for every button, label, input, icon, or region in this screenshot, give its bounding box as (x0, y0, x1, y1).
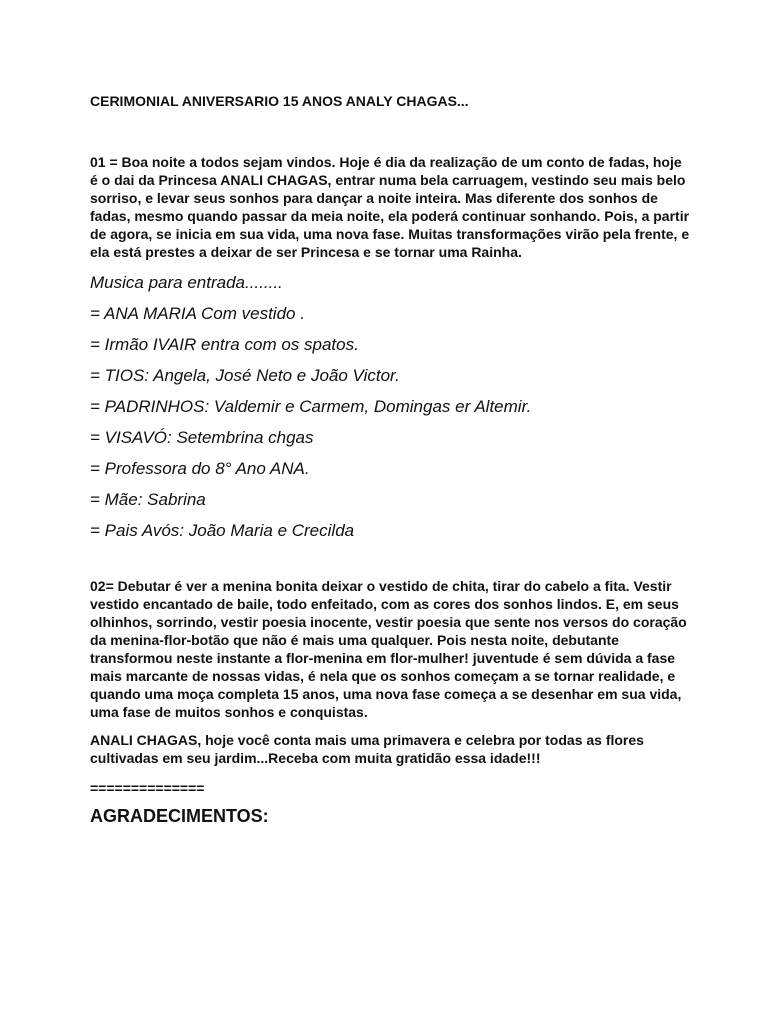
heading-agradecimentos: AGRADECIMENTOS: (90, 806, 269, 826)
entrance-list-item: = Professora do 8° Ano ANA. (90, 459, 310, 478)
entrance-list-heading: Musica para entrada........ (90, 273, 283, 292)
entrance-list-item: = VISAVÓ: Setembrina chgas (90, 428, 314, 447)
entrance-list-item: = PADRINHOS: Valdemir e Carmem, Domingas er Altemir. (90, 397, 532, 416)
entrance-list-item: = Irmão IVAIR entra com os spatos. (90, 335, 359, 354)
entrance-list-item: = Pais Avós: João Maria e Crecilda (90, 521, 355, 540)
paragraph-01: 01 = Boa noite a todos sejam vindos. Hoje é dia da realização de um conto de fadas, hoje é o dai da Princesa ANALI CHAGAS, entrar numa bela carruagem, vestindo seu mais belo sorriso, e levar seus sonhos para dançar a noite inteira. Mas diferente dos sonhos de fadas, mesmo quando passar da meia noite, ela poderá continuar sonhando. Pois, a partir de agora, se inicia em sua vida, uma nova fase. Muitas transformações virão pela frente, e ela está prestes a deixar de ser Princesa e se tornar uma Rainha. (90, 154, 690, 260)
paragraph-02: 02= Debutar é ver a menina bonita deixar o vestido de chita, tirar do cabelo a fita. Vestir vestido encantado de baile, todo enfeitado, com as cores dos sonhos lindos. E, em seus olhinhos, sorrindo, vestir poesia inocente, vestir poesia que sente nos versos do coração da menina-flor-botão que não é mais uma qualquer. Pois nesta noite, debutante transformou neste instante a flor-menina em flor-mulher! juventude é sem dúvida a fase mais marcante de nossas vidas, é nela que os sonhos começam a se tornar realidade, e quando uma moça completa 15 anos, uma nova fase começa a se desenhar em sua vida, uma fase de muitos sonhos e conquistas. (90, 578, 687, 720)
divider-line: ============== (90, 780, 205, 796)
entrance-list-item: = ANA MARIA Com vestido . (90, 304, 305, 323)
document-title: CERIMONIAL ANIVERSARIO 15 ANOS ANALY CHAGAS... (90, 93, 469, 109)
entrance-list-item: = TIOS: Angela, José Neto e João Victor. (90, 366, 400, 385)
entrance-list-item: = Mãe: Sabrina (90, 490, 206, 509)
entrance-list (90, 267, 690, 546)
document-content (90, 92, 690, 827)
paragraph-03: ANALI CHAGAS, hoje você conta mais uma primavera e celebra por todas as flores cultivadas em seu jardim...Receba com muita gratidão essa idade!!! (90, 732, 644, 766)
